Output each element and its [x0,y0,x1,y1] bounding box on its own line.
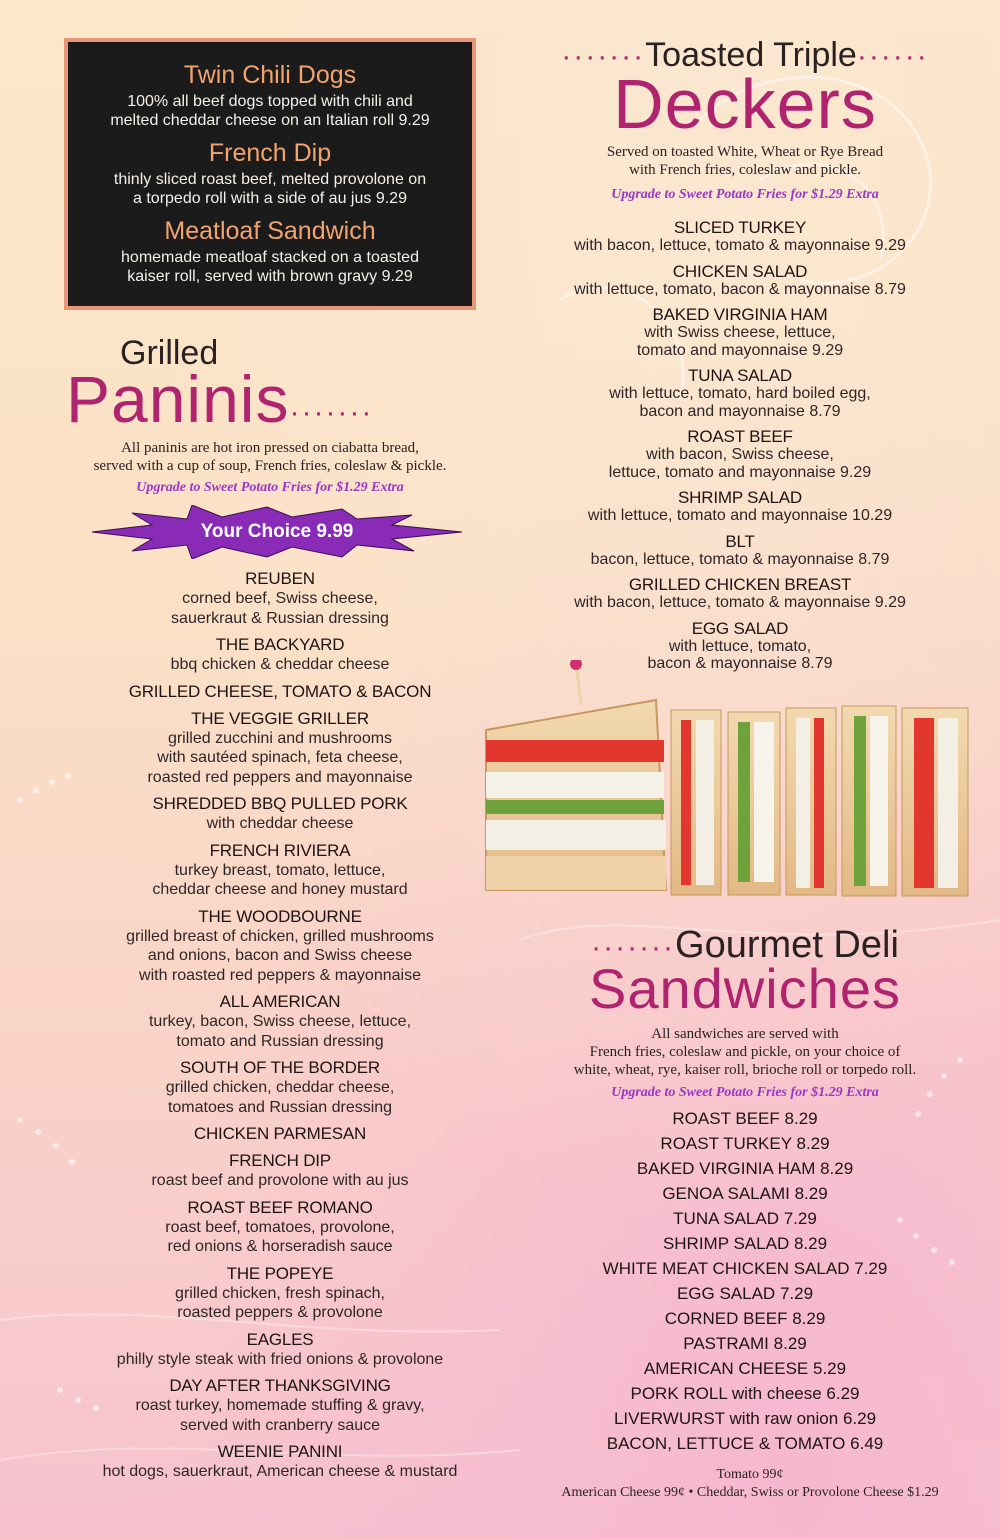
deli-big-title: Sandwiches [589,957,901,1020]
menu-item-desc: lettuce, tomato and mayonnaise 9.29 [608,463,872,481]
menu-item-desc: corned beef, Swiss cheese, [182,590,378,607]
menu-item [40,1376,520,1435]
special-item [68,216,472,286]
deli-item-name: GENOA SALAMI [662,1184,790,1203]
menu-item-desc: tomato and Russian dressing [176,1032,384,1050]
menu-item-desc: with bacon, lettuce, tomato & mayonnaise 9.29 [574,594,906,611]
special-name: Meatloaf Sandwich [164,217,376,245]
menu-item-name: CHICKEN SALAD [672,261,808,281]
special-desc-line: homemade meatloaf stacked on a toasted [121,249,419,266]
deli-item-name: PASTRAMI [683,1334,769,1353]
menu-item-name: EAGLES [246,1329,314,1349]
menu-item-name: THE BACKYARD [215,635,345,654]
deli-item [540,1356,950,1381]
club-sandwich-photo [466,660,974,910]
menu-item-desc: tomato and mayonnaise 9.29 [636,341,844,359]
triple-small-title: Toasted Triple [645,36,857,74]
special-desc-line: a torpedo roll with a side of au jus 9.29 [133,190,407,207]
menu-item [40,992,520,1051]
deli-footer-note [530,1466,970,1502]
menu-item-name: ALL AMERICAN [219,992,341,1011]
menu-item-desc: with sautéed spinach, feta cheese, [157,749,403,766]
menu-item-desc: roast beef, tomatoes, provolone, [165,1218,395,1236]
deli-item [540,1206,950,1231]
menu-item [40,907,520,986]
paninis-small-title: Grilled [120,334,219,372]
menu-item-desc: roasted peppers & provolone [177,1304,383,1321]
intro-line: All sandwiches are served with [651,1026,839,1042]
deli-item-name: BACON, LETTUCE & TOMATO [606,1434,846,1453]
paninis-title-row [0,361,540,437]
deli-item-name: WHITE MEAT CHICKEN SALAD [602,1259,850,1278]
deli-intro [530,1025,960,1079]
menu-item-desc: red onions & horseradish sauce [167,1238,393,1255]
menu-item-desc: grilled chicken, fresh spinach, [175,1284,385,1302]
deli-item-name: EGG SALAD [676,1284,776,1303]
menu-item-desc: turkey, bacon, Swiss cheese, lettuce, [148,1013,412,1030]
menu-item [530,532,950,569]
triple-intro [530,143,960,179]
menu-item [530,262,950,299]
menu-item-desc: with lettuce, tomato, bacon & mayonnaise 8.79 [574,280,906,298]
menu-item [40,1198,520,1257]
deli-item [540,1306,950,1331]
menu-item-name: GRILLED CHEESE, TOMATO & BACON [128,681,432,701]
menu-item-desc: with bacon, Swiss cheese, [646,446,834,463]
deli-item-price: 6.29 [842,1409,877,1428]
special-desc-line: 100% all beef dogs topped with chili and [127,93,413,110]
menu-item-name: TUNA SALAD [688,366,792,385]
menu-item-desc: roast beef and provolone with au jus [151,1172,409,1189]
menu-item-desc: with bacon, lettuce, tomato & mayonnaise 9.29 [574,237,906,254]
intro-line: All paninis are hot iron pressed on ciabatta bread, [121,440,419,456]
menu-item-name: ROAST BEEF [687,427,793,446]
menu-item-name: CHICKEN PARMESAN [193,1124,367,1143]
special-name: Twin Chili Dogs [183,61,357,89]
menu-item-name: GRILLED CHICKEN BREAST [628,575,852,594]
menu-item [40,1442,520,1482]
deli-heading [530,924,960,1101]
menu-item-desc: hot dogs, sauerkraut, American cheese & mustard [102,1463,458,1480]
menu-item-desc: with lettuce, tomato, [668,637,812,655]
deli-item [540,1281,950,1306]
menu-item-name: SHRIMP SALAD [678,488,802,507]
special-item [68,138,472,208]
special-desc-line: melted cheddar cheese on an Italian roll 9.29 [110,112,430,129]
menu-item [40,794,520,834]
deli-item-name: BAKED VIRGINIA HAM [636,1159,816,1178]
deli-dots: ······· [591,931,676,964]
deli-item-price: 7.29 [854,1259,888,1278]
your-choice-price: Your Choice 9.99 [200,521,354,542]
deli-item-price: 8.29 [794,1184,828,1203]
menu-item [530,488,950,525]
deli-upgrade-note: Upgrade to Sweet Potato Fries for $1.29 Extra [611,1085,879,1100]
menu-item-desc: roasted red peppers and mayonnaise [147,768,413,786]
deli-item-name: ROAST BEEF [672,1109,780,1128]
special-desc [68,170,472,208]
menu-item-name: EGG SALAD [691,618,789,638]
menu-item [40,1330,520,1370]
deli-item-price: 6.49 [850,1434,884,1453]
deli-item-price: 8.29 [796,1134,830,1153]
deli-item-price: 8.29 [784,1109,818,1128]
menu-item-desc: and onions, bacon and Swiss cheese [147,947,413,964]
menu-item-name: FRENCH DIP [229,1151,331,1170]
paninis-list [40,569,520,1489]
special-desc-line: kaiser roll, served with brown gravy 9.29 [127,268,413,285]
deli-item [540,1106,950,1131]
menu-item-desc: grilled chicken, cheddar cheese, [165,1079,395,1096]
menu-item-desc: tomatoes and Russian dressing [167,1098,393,1116]
menu-item-desc: bacon & mayonnaise 8.79 [647,655,833,672]
menu-item [40,635,520,675]
menu-item-desc: grilled zucchini and mushrooms [167,729,393,747]
deli-small-title: Gourmet Deli [675,924,899,966]
triple-dots-left: ······· [561,40,646,73]
deli-item-price: 6.29 [826,1384,860,1403]
intro-line: white, wheat, rye, kaiser roll, brioche roll or torpedo roll. [573,1062,917,1078]
paninis-big-title: Paninis [66,362,290,436]
deli-item-price: 7.29 [783,1209,817,1228]
paninis-heading [0,334,540,496]
deli-item-name: PORK ROLL [630,1384,728,1403]
menu-item [530,575,950,612]
triple-deckers-list [530,218,950,680]
menu-item-desc: philly style steak with fried onions & provolone [116,1350,444,1368]
deli-item-price: 8.29 [792,1309,826,1328]
deli-item [540,1181,950,1206]
intro-line: served with a cup of soup, French fries, coleslaw & pickle. [93,458,447,474]
deli-item [540,1431,950,1456]
footer-line: American Cheese 99¢ • Cheddar, Swiss or Provolone Cheese $1.29 [561,1485,939,1500]
menu-item [530,427,950,481]
menu-item-desc: turkey breast, tomato, lettuce, [174,861,386,879]
deli-item-price: 8.29 [773,1334,807,1353]
menu-item-name: THE POPEYE [226,1263,334,1283]
deli-item [540,1331,950,1356]
menu-item-name: SLICED TURKEY [673,218,807,237]
menu-item-desc: sauerkraut & Russian dressing [171,609,389,627]
menu-item-name: THE WOODBOURNE [198,906,362,926]
triple-dots-right: ······ [856,40,929,73]
menu-item [40,709,520,788]
menu-item [40,1151,520,1191]
deli-item-price: 8.29 [793,1234,828,1253]
menu-item-name: SOUTH OF THE BORDER [180,1058,380,1077]
menu-item-desc: with lettuce, tomato and mayonnaise 10.29 [587,507,893,524]
paninis-upgrade-note: Upgrade to Sweet Potato Fries for $1.29 Extra [136,480,404,495]
intro-line: French fries, coleslaw and pickle, on your choice of [589,1044,901,1060]
menu-item-name: FRENCH RIVIERA [209,840,351,860]
deli-item [540,1131,950,1156]
deli-item-name: LIVERWURST [613,1409,725,1428]
menu-item-desc: bbq chicken & cheddar cheese [170,656,390,673]
menu-item [40,682,520,702]
menu-item [530,218,950,255]
deli-item-name: CORNED BEEF [664,1309,788,1328]
menu-item [40,1058,520,1117]
deli-item [540,1406,950,1431]
menu-item-name: DAY AFTER THANKSGIVING [169,1376,391,1395]
deli-item [540,1231,950,1256]
special-item [68,60,472,130]
menu-item-name: BLT [725,531,755,551]
menu-item-desc: with roasted red peppers & mayonnaise [139,966,421,984]
triple-deckers-heading [530,36,960,203]
menu-item-desc: bacon, lettuce, tomato & mayonnaise 8.79 [590,550,890,568]
menu-item-desc: cheddar cheese and honey mustard [152,881,408,898]
menu-item [530,305,950,359]
specials-box [64,38,476,310]
intro-line: Served on toasted White, Wheat or Rye Bread [606,144,884,160]
deli-item-price: 8.29 [820,1159,854,1178]
deli-item-price: 5.29 [813,1359,847,1378]
deli-item-price: 7.29 [779,1284,814,1303]
menu-item-name: SHREDDED BBQ PULLED PORK [152,794,408,813]
deli-item-name: ROAST TURKEY [660,1134,792,1153]
deli-item [540,1381,950,1406]
menu-item-desc: with cheddar cheese [206,815,354,832]
menu-item [40,841,520,900]
menu-item [40,569,520,628]
menu-item-name: REUBEN [245,569,315,588]
menu-item-name: WEENIE PANINI [217,1442,343,1461]
deli-item-extra: with raw onion [729,1409,839,1428]
menu-item [40,1264,520,1323]
menu-item-name: THE VEGGIE GRILLER [191,708,369,728]
menu-item-desc: grilled breast of chicken, grilled mushrooms [126,927,434,945]
deli-item-extra: with cheese [731,1384,822,1403]
menu-item [530,366,950,420]
footer-line: Tomato 99¢ [716,1467,784,1482]
menu-item-desc: roast turkey, homemade stuffing & gravy, [135,1397,425,1414]
menu-item-desc: with Swiss cheese, lettuce, [644,324,836,341]
menu-item-name: BAKED VIRGINIA HAM [652,305,828,324]
paninis-dots: ······· [289,396,374,429]
triple-big-title: Deckers [613,65,877,143]
deli-item-name: SHRIMP SALAD [662,1234,790,1253]
menu-item-desc: served with cranberry sauce [179,1416,381,1434]
special-name: French Dip [208,139,332,167]
special-desc-line: thinly sliced roast beef, melted provolone on [113,171,427,188]
intro-line: with French fries, coleslaw and pickle. [628,162,861,178]
menu-item-desc: with lettuce, tomato, hard boiled egg, [609,385,871,402]
deli-item-name: TUNA SALAD [673,1209,779,1228]
deli-list [540,1106,950,1456]
special-desc [68,92,472,130]
paninis-intro [0,439,540,475]
menu-item-name: ROAST BEEF ROMANO [187,1197,373,1217]
menu-item-desc: bacon and mayonnaise 8.79 [639,402,841,420]
menu-item [40,1124,520,1144]
deli-item [540,1256,950,1281]
triple-upgrade-note: Upgrade to Sweet Potato Fries for $1.29 Extra [611,187,879,202]
special-desc [68,248,472,286]
deli-item-name: AMERICAN CHEESE [643,1359,809,1378]
deli-item [540,1156,950,1181]
